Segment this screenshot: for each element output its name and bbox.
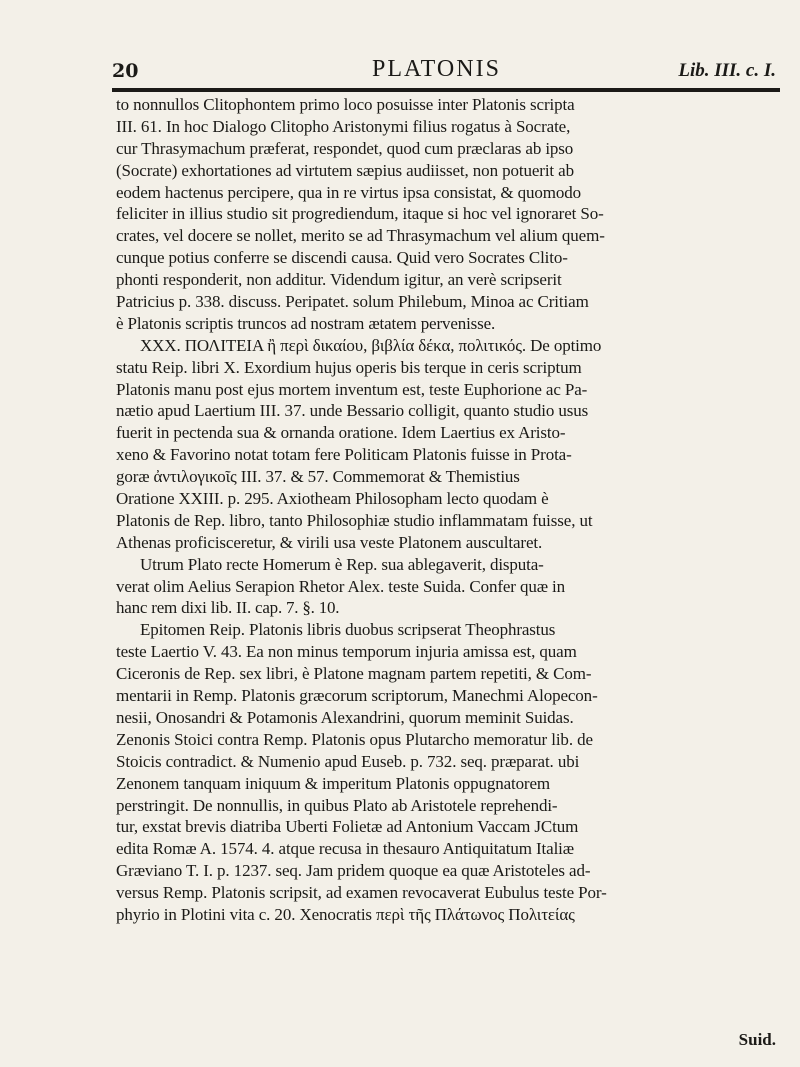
text-line: fuerit in pectenda sua & ornanda oratione. Idem Laertius ex Aristo- — [116, 423, 566, 443]
text-line: Zenonis Stoici contra Remp. Platonis opus Plutarcho memoratur lib. de — [116, 729, 593, 749]
text-line: versus Remp. Platonis scripsit, ad examen revocaverat Eubulus teste Por- — [116, 883, 607, 903]
page-number: 20 — [112, 60, 139, 82]
text-line: Græviano T. I. p. 1237. seq. Jam pridem quoque ea quæ Aristoteles ad- — [116, 861, 591, 881]
text-line: è Platonis scriptis truncos ad nostram ætatem pervenisse. — [116, 313, 496, 333]
text-line: Ciceronis de Rep. sex libri, è Platone magnam partem repetiti, & Com- — [116, 664, 592, 684]
text-line: Epitomen Reip. Platonis libris duobus scripserat Theophrastus — [140, 620, 556, 640]
text-line: teste Laertio V. 43. Ea non minus temporum injuria amissa est, quam — [116, 642, 577, 662]
text-line: phyrio in Plotini vita c. 20. Xenocratis περὶ τῆς Πλάτωνος Πολιτείας — [116, 904, 575, 924]
text-line: phonti responderit, non additur. Videndum igitur, an verè scripserit — [116, 270, 562, 290]
catchword: Suid. — [738, 1030, 776, 1049]
running-title: PLATONIS — [372, 56, 501, 82]
text-line: feliciter in illius studio sit progrediendum, itaque si hoc vel ignoraret So- — [116, 204, 604, 224]
text-line: Platonis de Rep. libro, tanto Philosophiæ studio inflammatam fuisse, ut — [116, 510, 593, 530]
text-line: edita Romæ A. 1574. 4. atque recusa in thesauro Antiquitatum Italiæ — [116, 839, 575, 859]
text-line: eodem hactenus percipere, qua in re virtus ipsa consistat, & quomodo — [116, 182, 582, 202]
text-line: Zenonem tanquam iniquum & imperitum Platonis oppugnatorem — [116, 773, 550, 793]
running-header — [112, 56, 780, 88]
text-line: crates, vel docere se nollet, merito se ad Thrasymachum vel alium quem- — [116, 226, 605, 246]
text-line: nætio apud Laertium III. 37. unde Bessario colligit, quanto studio usus — [116, 401, 589, 421]
text-line: nesii, Onosandri & Potamonis Alexandrini, quorum meminit Suidas. — [116, 707, 574, 727]
text-line: Oratione XXIII. p. 295. Axiotheam Philosopham lecto quodam è — [116, 489, 549, 509]
text-line: Platonis manu post ejus mortem inventum est, teste Euphorione ac Pa- — [116, 379, 588, 399]
header-rule — [112, 88, 780, 92]
text-line: Athenas proficisceretur, & virili usa veste Platonem auscultaret. — [116, 532, 543, 552]
text-line: xeno & Favorino notat totam fere Politicam Platonis fuisse in Prota- — [116, 445, 572, 465]
text-line: perstringit. De nonnullis, in quibus Plato ab Aristotele reprehendi- — [116, 795, 558, 815]
page-footer — [116, 1030, 784, 1052]
text-line: to nonnullos Clitophontem primo loco posuisse inter Platonis scripta — [116, 95, 575, 114]
book-reference: Lib. III. c. I. — [678, 60, 776, 81]
text-line: (Socrate) exhortationes ad virtutem sæpius audiisset, non potuerit ab — [116, 160, 574, 180]
text-line: III. 61. In hoc Dialogo Clitopho Aristonymi filius rogatus à Socrate, — [116, 116, 571, 136]
text-line: Stoicis contradict. & Numenio apud Euseb. p. 732. seq. præparat. ubi — [116, 751, 580, 771]
text-line: XXX. ΠΟΛΙΤΕΙΑ ἢ περὶ δικαίου, βιβλία δέκα, πολιτικός. De optimo — [140, 335, 602, 355]
text-line: statu Reip. libri X. Exordium hujus operis bis terque in ceris scriptum — [116, 357, 582, 377]
text-line: Patricius p. 338. discuss. Peripatet. solum Philebum, Minoa ac Critiam — [116, 292, 589, 312]
text-line: tur, exstat brevis diatriba Uberti Folietæ ad Antonium Vaccam JCtum — [116, 817, 579, 837]
body-text — [116, 94, 784, 926]
text-line: mentarii in Remp. Platonis græcorum scriptorum, Manechmi Alopecon- — [116, 686, 598, 706]
text-line: hanc rem dixi lib. II. cap. 7. §. 10. — [116, 598, 340, 618]
text-line: Utrum Plato recte Homerum è Rep. sua ablegaverit, disputa- — [140, 554, 544, 574]
text-line: cur Thrasymachum præferat, respondet, quod cum præclaras ab ipso — [116, 138, 574, 158]
text-line: verat olim Aelius Serapion Rhetor Alex. teste Suida. Confer quæ in — [116, 576, 566, 596]
text-line: goræ ἀντιλογικοῖς III. 37. & 57. Commemorat & Themistius — [116, 467, 520, 487]
text-line: cunque potius conferre se discendi causa. Quid vero Socrates Clito- — [116, 248, 568, 268]
